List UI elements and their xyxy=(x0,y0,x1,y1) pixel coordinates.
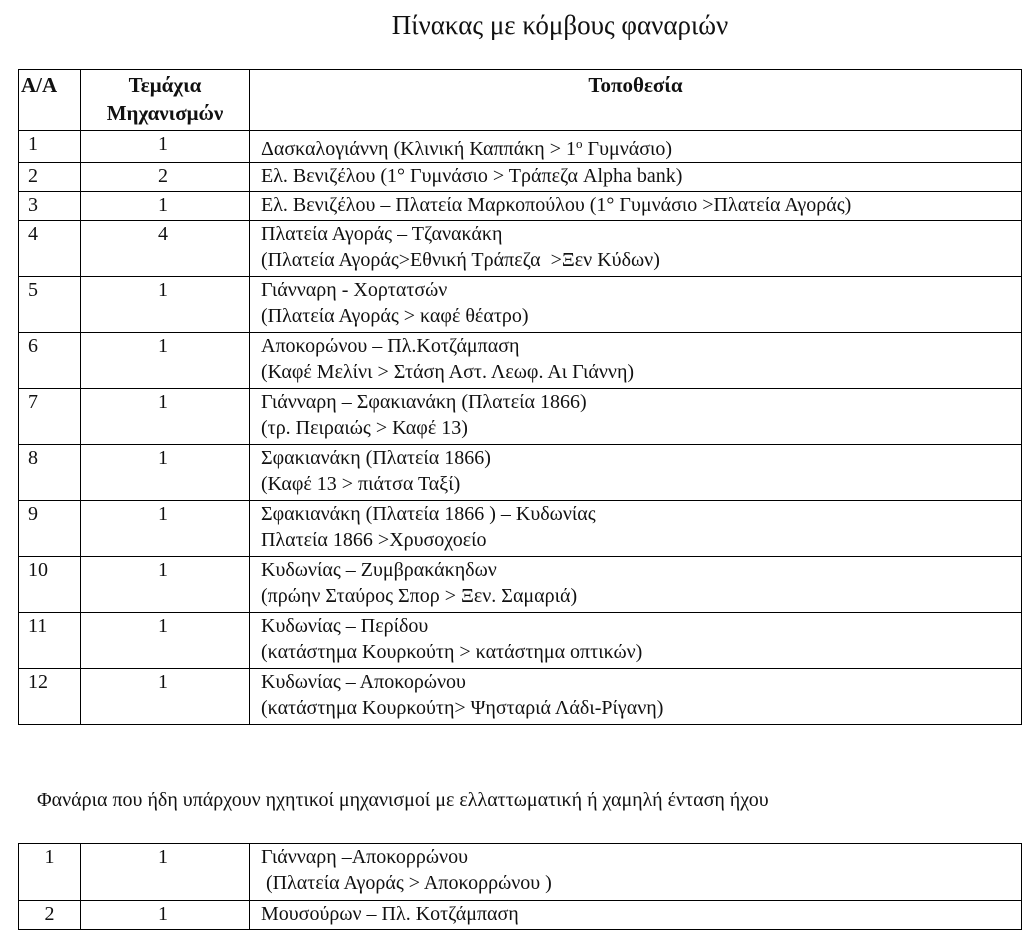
location-cell xyxy=(250,557,1022,613)
location-cell xyxy=(250,389,1022,445)
row-number-cell: 1 xyxy=(19,131,81,163)
pieces-cell: 1 xyxy=(81,445,250,501)
row-number-cell: 3 xyxy=(19,192,81,221)
location-cell xyxy=(250,192,1022,221)
location-cell xyxy=(250,445,1022,501)
header-pieces-line2: Μηχανισμών xyxy=(106,101,224,125)
location-line-2: (κατάστημα Κουρκούτη> Ψησταριά Λάδι-Ρίγανη) xyxy=(261,697,664,719)
location-line-2: (πρώην Σταύρος Σπορ > Ξεν. Σαμαριά) xyxy=(261,585,578,607)
pieces-cell: 1 xyxy=(81,557,250,613)
location-line-1 xyxy=(261,131,1021,162)
table-row xyxy=(19,613,1022,669)
location-cell xyxy=(250,613,1022,669)
row-number-cell: 4 xyxy=(19,221,81,277)
table-row xyxy=(19,221,1022,277)
lights-table xyxy=(18,69,1022,725)
pieces-cell: 1 xyxy=(81,613,250,669)
table-row xyxy=(19,901,1022,930)
table-row xyxy=(19,844,1022,901)
ordinal-superscript: ο xyxy=(576,136,583,151)
location-line-1: Μουσούρων – Πλ. Κοτζάμπαση xyxy=(261,903,519,925)
table-row xyxy=(19,557,1022,613)
faulty-lights-table xyxy=(18,843,1022,930)
note-text: Φανάρια που ήδη υπάρχουν ηχητικοί μηχανισμοί με ελλαττωματική ή χαμηλή ένταση ήχου xyxy=(37,789,769,811)
pieces-cell: 2 xyxy=(81,163,250,192)
location-cell xyxy=(250,501,1022,557)
location-line-1: Κυδωνίας – Αποκορώνου xyxy=(261,671,466,693)
location-line-1: Κυδωνίας – Ζυμβρακάκηδων xyxy=(261,559,497,581)
location-line-2: (Καφέ Μελίνι > Στάση Αστ. Λεωφ. Αι Γιάννη) xyxy=(261,361,635,383)
table-body xyxy=(19,131,1022,725)
location-line-2: Πλατεία 1866 >Χρυσοχοείο xyxy=(261,529,487,551)
row-number-cell: 12 xyxy=(19,669,81,725)
location-cell xyxy=(250,669,1022,725)
location-line-1: Πλατεία Αγοράς – Τζανακάκη xyxy=(261,223,503,245)
location-line-2: (Πλατεία Αγοράς > Αποκορρώνου ) xyxy=(261,872,552,894)
pieces-cell: 1 xyxy=(81,501,250,557)
location-line-1: Κυδωνίας – Περίδου xyxy=(261,615,429,637)
row-number-cell: 11 xyxy=(19,613,81,669)
row-number-cell: 1 xyxy=(19,844,81,901)
location-text: Δασκαλογιάννη (Κλινική Καππάκη > 1 xyxy=(261,138,577,160)
location-cell xyxy=(250,901,1022,930)
pieces-cell: 4 xyxy=(81,221,250,277)
table-row xyxy=(19,501,1022,557)
header-location: Τοποθεσία xyxy=(250,70,1022,131)
location-line-2: (τρ. Πειραιώς > Καφέ 13) xyxy=(261,417,468,439)
table-header-row xyxy=(19,70,1022,131)
location-cell xyxy=(250,131,1022,163)
pieces-cell: 1 xyxy=(81,192,250,221)
location-line-2: (Πλατεία Αγοράς > καφέ θέατρο) xyxy=(261,305,529,327)
location-line-1: Ελ. Βενιζέλου – Πλατεία Μαρκοπούλου (1° Γυμνάσιο >Πλατεία Αγοράς) xyxy=(261,194,852,216)
row-number-cell: 6 xyxy=(19,333,81,389)
location-cell xyxy=(250,277,1022,333)
row-number-cell: 2 xyxy=(19,163,81,192)
location-line-2: (Πλατεία Αγοράς>Εθνική Τράπεζα >Ξεν Κύδων) xyxy=(261,249,660,271)
pieces-cell: 1 xyxy=(81,389,250,445)
location-text: Γυμνάσιο) xyxy=(582,138,673,160)
row-number-cell: 9 xyxy=(19,501,81,557)
location-line-1: Αποκορώνου – Πλ.Κοτζάμπαση xyxy=(261,335,520,357)
table-row xyxy=(19,277,1022,333)
pieces-cell: 1 xyxy=(81,901,250,930)
location-cell xyxy=(250,844,1022,901)
location-line-1: Γιάνναρη – Σφακιανάκη (Πλατεία 1866) xyxy=(261,391,587,413)
row-number-cell: 2 xyxy=(19,901,81,930)
location-line-1: Σφακιανάκη (Πλατεία 1866 ) – Κυδωνίας xyxy=(261,503,596,525)
header-pieces-line1: Τεμάχια xyxy=(128,73,202,97)
location-line-2: (κατάστημα Κουρκούτη > κατάστημα οπτικών) xyxy=(261,641,643,663)
pieces-cell: 1 xyxy=(81,277,250,333)
header-pieces xyxy=(81,70,250,131)
table-row xyxy=(19,163,1022,192)
pieces-cell: 1 xyxy=(81,669,250,725)
location-cell xyxy=(250,163,1022,192)
table-row xyxy=(19,445,1022,501)
table-row xyxy=(19,131,1022,163)
row-number-cell: 10 xyxy=(19,557,81,613)
row-number-cell: 7 xyxy=(19,389,81,445)
row-number-cell: 8 xyxy=(19,445,81,501)
header-aa: Α/Α xyxy=(19,70,81,131)
pieces-cell: 1 xyxy=(81,844,250,901)
pieces-cell: 1 xyxy=(81,333,250,389)
table-row xyxy=(19,192,1022,221)
table-row xyxy=(19,389,1022,445)
location-line-1: Γιάνναρη –Αποκορρώνου xyxy=(261,846,468,868)
table-row xyxy=(19,333,1022,389)
page-title: Πίνακας με κόμβους φαναριών xyxy=(391,10,729,40)
location-line-1: Σφακιανάκη (Πλατεία 1866) xyxy=(261,447,491,469)
table-row xyxy=(19,669,1022,725)
faulty-table-body xyxy=(19,844,1022,930)
location-line-1: Γιάνναρη - Χορτατσών xyxy=(261,279,448,301)
location-cell xyxy=(250,333,1022,389)
pieces-cell: 1 xyxy=(81,131,250,163)
row-number-cell: 5 xyxy=(19,277,81,333)
location-cell xyxy=(250,221,1022,277)
location-line-2: (Καφέ 13 > πιάτσα Ταξί) xyxy=(261,473,461,495)
location-line-1: Ελ. Βενιζέλου (1° Γυμνάσιο > Τράπεζα Alpha bank) xyxy=(261,165,683,187)
